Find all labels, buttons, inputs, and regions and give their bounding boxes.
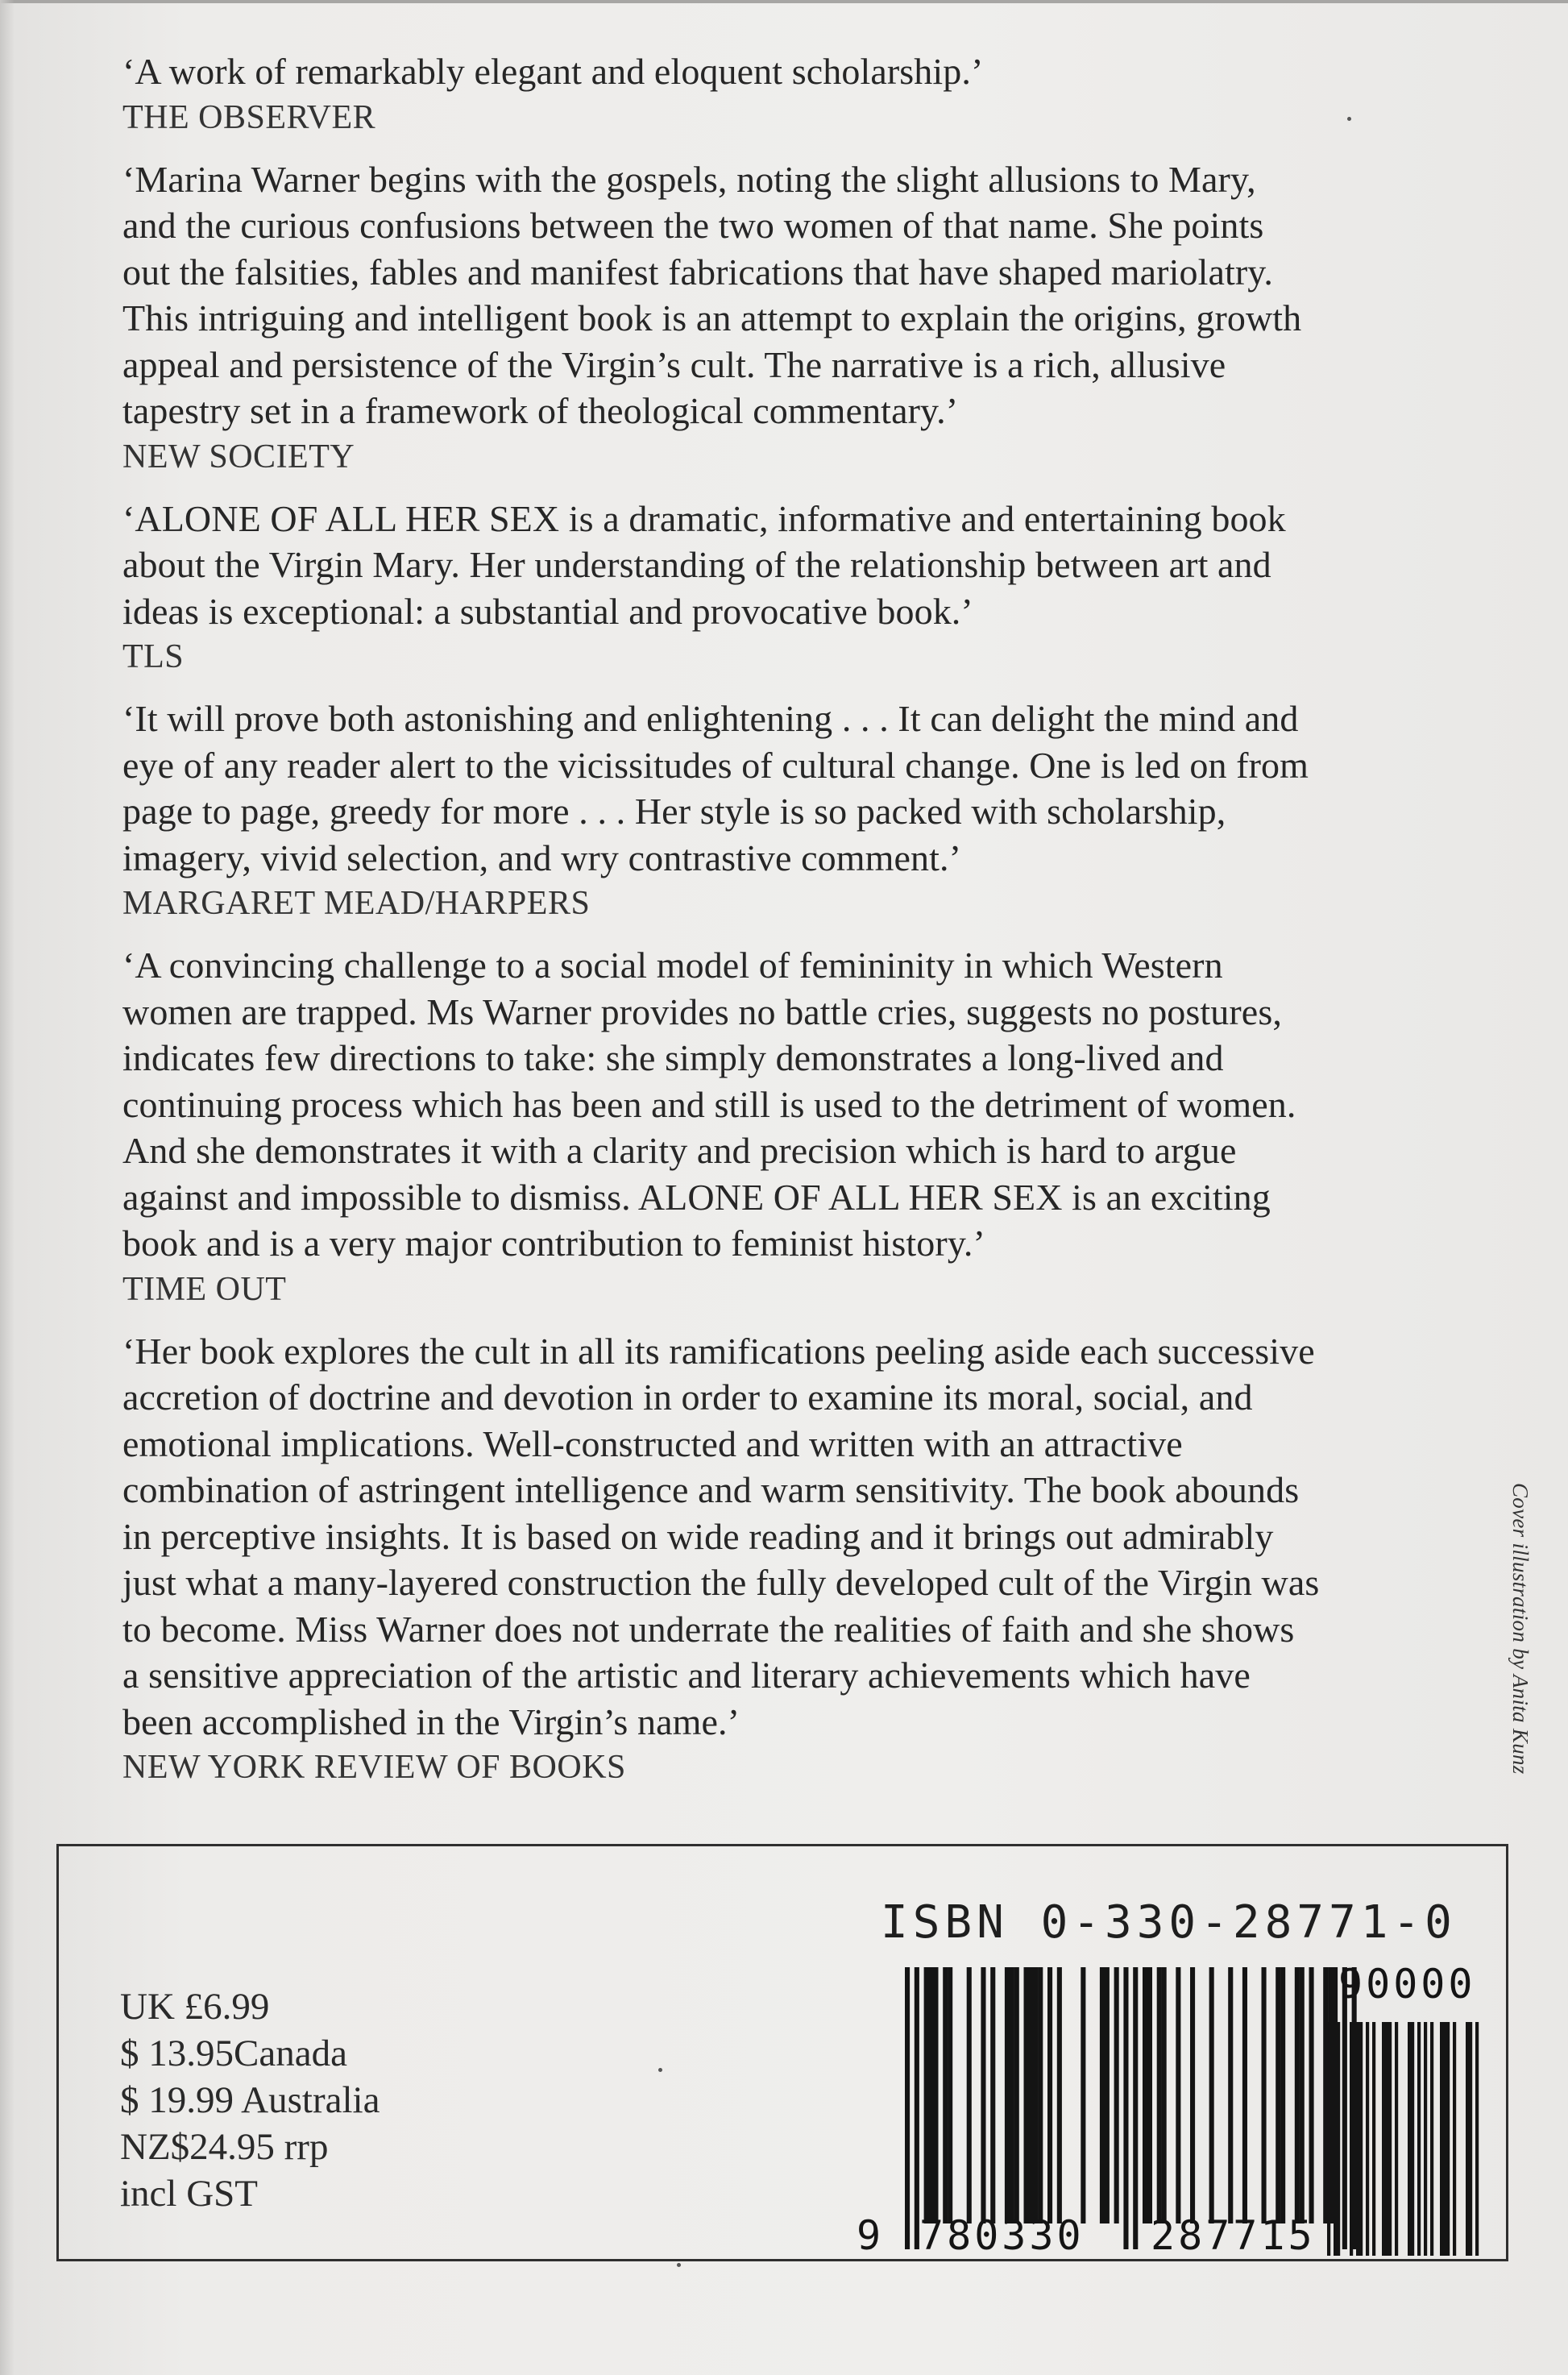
barcode-bar (1190, 1967, 1195, 2223)
review-quote-line: out the falsities, fables and manifest fabrications that have shaped mariolatry. (122, 251, 1273, 293)
review-quote-line: ‘A convincing challenge to a social model of femininity in which Western (122, 945, 1223, 986)
barcode-bar (1327, 2022, 1330, 2256)
barcode-bar (1359, 2022, 1363, 2256)
barcode-bar (933, 1967, 938, 2223)
barcode-bar (1430, 2022, 1433, 2256)
barcode-bar (1209, 1967, 1214, 2223)
review-quote-line: ‘It will prove both astonishing and enlightening . . . It can delight the mind and (122, 698, 1299, 739)
review-quote-line: ‘A work of remarkably elegant and eloquent scholarship.’ (122, 51, 984, 92)
barcode-bar (1424, 2022, 1427, 2256)
review-quote-line: combination of astringent intelligence and warm sensitivity. The book abounds (122, 1469, 1300, 1510)
barcode-bar (1038, 1967, 1043, 2223)
barcode-bar (1466, 2022, 1469, 2256)
review-3 (122, 496, 1476, 680)
barcode-bar (1356, 2022, 1359, 2256)
barcode-bar (905, 1967, 910, 2249)
price-line: NZ$24.95 rrp (120, 2126, 329, 2168)
review-quote-line: to become. Miss Warner does not underrate the realities of faith and she shows (122, 1608, 1295, 1650)
barcode-bar (1100, 1967, 1105, 2223)
barcode-bar (1014, 1967, 1019, 2223)
barcode-bar (948, 1967, 952, 2223)
price-line: $ 13.95Canada (120, 2032, 347, 2074)
price-line: UK £6.99 (120, 1986, 270, 2028)
review-quote-line: ‘Her book explores the cult in all its ramifications peeling aside each successive (122, 1330, 1315, 1372)
barcode-bar (1276, 1967, 1280, 2223)
barcode-bar (1033, 1967, 1038, 2223)
review-quote-line: eye of any reader alert to the vicissitudes of cultural change. One is led on from (122, 744, 1309, 786)
barcode-bar (1242, 1967, 1247, 2223)
review-quote-line: ideas is exceptional: a substantial and provocative book.’ (122, 590, 973, 632)
review-6 (122, 1328, 1476, 1791)
barcode-bar (1005, 1967, 1010, 2223)
review-quote-line: appeal and persistence of the Virgin’s cult. The narrative is a rich, allusive (122, 343, 1226, 385)
isbn-label: ISBN 0-330-28771-0 (881, 1896, 1457, 1949)
review-source: NEW SOCIETY (122, 438, 355, 475)
barcode-bar (1350, 2022, 1353, 2256)
review-1 (122, 48, 1476, 140)
review-quote-line: just what a many-layered construction the fully developed cult of the Virgin was (122, 1562, 1320, 1603)
barcode-bar (1024, 1967, 1029, 2223)
barcode-bar (1417, 2022, 1421, 2256)
barcode-bar (1262, 1967, 1267, 2223)
review-quote-line: women are trapped. Ms Warner provides no battle cries, suggests no postures, (122, 990, 1282, 1032)
barcode-bar (1147, 1967, 1152, 2223)
barcode-bar (1176, 1967, 1180, 2223)
review-quote-line: ‘ALONE OF ALL HER SEX is a dramatic, informative and entertaining book (122, 497, 1286, 539)
barcode-bar (1047, 1967, 1052, 2223)
barcode-bar (1010, 1967, 1014, 2223)
barcode-bar (1388, 2022, 1392, 2256)
barcode-bar (1081, 1967, 1085, 2223)
review-quote-line: and the curious confusions between the two women of that name. She points (122, 205, 1264, 246)
barcode-bar (1105, 1967, 1110, 2223)
price-line: $ 19.99 Australia (120, 2079, 380, 2121)
review-quote-line: in perceptive insights. It is based on wide reading and it brings out admirably (122, 1515, 1274, 1557)
barcode-bar (1143, 1967, 1147, 2223)
review-quote-line: accretion of doctrine and devotion in order to examine its moral, social, and (122, 1376, 1253, 1418)
barcode-bar (1295, 1967, 1300, 2223)
barcode-digit-first: 9 (857, 2212, 885, 2259)
review-source: TLS (122, 638, 185, 675)
barcode-bar (929, 1967, 934, 2223)
review-quote-line: tapestry set in a framework of theological commentary.’ (122, 390, 959, 431)
review-quote-line: about the Virgin Mary. Her understanding of the relationship between art and (122, 544, 1271, 585)
cover-illustration-credit: Cover illustration by Anita Kunz (1508, 1483, 1533, 1775)
review-source: MARGARET MEAD/HARPERS (122, 885, 591, 922)
barcode-bar (1028, 1967, 1033, 2223)
review-quote-line: continuing process which has been and still is used to the detriment of women. (122, 1083, 1296, 1125)
barcode-bar (924, 1967, 929, 2223)
barcode-bar (1228, 1967, 1233, 2223)
barcode-bar (1453, 2022, 1456, 2256)
barcode-bar (967, 1967, 972, 2223)
barcode-bar (1309, 1967, 1314, 2223)
barcode-bar (1443, 2022, 1446, 2256)
barcode-bar (1162, 1967, 1167, 2223)
barcode-bar (1133, 1967, 1138, 2249)
barcode-bar (1385, 2022, 1388, 2256)
barcode-bar (1440, 2022, 1443, 2256)
barcode-bar (1337, 2022, 1340, 2256)
barcode-digits-right: 287715 (1151, 2212, 1316, 2259)
barcode-bar (1300, 1967, 1305, 2223)
review-quote-line: indicates few directions to take: she simply demonstrates a long-lived and (122, 1037, 1224, 1078)
review-2 (122, 156, 1476, 480)
price-line: incl GST (120, 2173, 259, 2215)
review-quote-line: been accomplished in the Virgin’s name.’ (122, 1700, 740, 1742)
review-source: THE OBSERVER (122, 98, 376, 136)
print-speck (658, 2068, 662, 2072)
barcode-bar (1372, 2022, 1375, 2256)
barcode-bar (943, 1967, 948, 2223)
review-quote-line: imagery, vivid selection, and wry contrastive comment.’ (122, 837, 962, 878)
review-quote-line: against and impossible to dismiss. ALONE OF ALL HER SEX is an exciting (122, 1176, 1271, 1218)
review-quote-line: page to page, greedy for more . . . Her style is so packed with scholarship, (122, 791, 1226, 832)
barcode-bar (1334, 2022, 1337, 2256)
review-quote-line: ‘Marina Warner begins with the gospels, noting the slight allusions to Mary, (122, 158, 1256, 200)
barcode-bar (990, 1967, 995, 2223)
review-4 (122, 695, 1476, 926)
price-barcode-box (56, 1844, 1508, 2261)
review-quote-line: a sensitive appreciation of the artistic and literary achievements which have (122, 1655, 1251, 1696)
review-quote-line: emotional implications. Well-constructed and written with an attractive (122, 1422, 1183, 1464)
barcode-addon-digits: 90000 (1338, 1961, 1476, 2008)
review-quotes (122, 48, 1476, 1806)
cover-top-edge (0, 0, 1568, 3)
barcode-digits-left: 780330 (919, 2212, 1085, 2259)
review-quote-line: book and is a very major contribution to feminist history.’ (122, 1223, 985, 1264)
review-5 (122, 942, 1476, 1312)
barcode-bar (1280, 1967, 1285, 2223)
barcode-bar (1395, 2022, 1398, 2256)
barcode-bar (1446, 2022, 1450, 2256)
review-source: TIME OUT (122, 1270, 287, 1308)
barcode-bar (1157, 1967, 1162, 2223)
print-speck (1347, 117, 1351, 121)
barcode-bar (1123, 1967, 1128, 2249)
review-quote-line: And she demonstrates it with a clarity and precision which is hard to argue (122, 1130, 1237, 1171)
review-source: NEW YORK REVIEW OF BOOKS (122, 1749, 626, 1786)
barcode-icon (59, 1846, 1506, 2259)
barcode-bar (1342, 1967, 1347, 2249)
barcode-bar (1114, 1967, 1119, 2223)
barcode-bar (1469, 2022, 1472, 2256)
print-speck (677, 2263, 681, 2267)
barcode-bar (1057, 1967, 1062, 2223)
barcode-bar (1366, 2022, 1369, 2256)
barcode-bar (1408, 2022, 1411, 2256)
barcode-bar (1411, 2022, 1414, 2256)
barcode-bar (981, 1967, 985, 2223)
barcode-bar (1382, 2022, 1385, 2256)
barcode-bar (1475, 2022, 1479, 2256)
review-quote-line: This intriguing and intelligent book is an attempt to explain the origins, growth (122, 297, 1302, 338)
barcode-bar (915, 1967, 919, 2249)
